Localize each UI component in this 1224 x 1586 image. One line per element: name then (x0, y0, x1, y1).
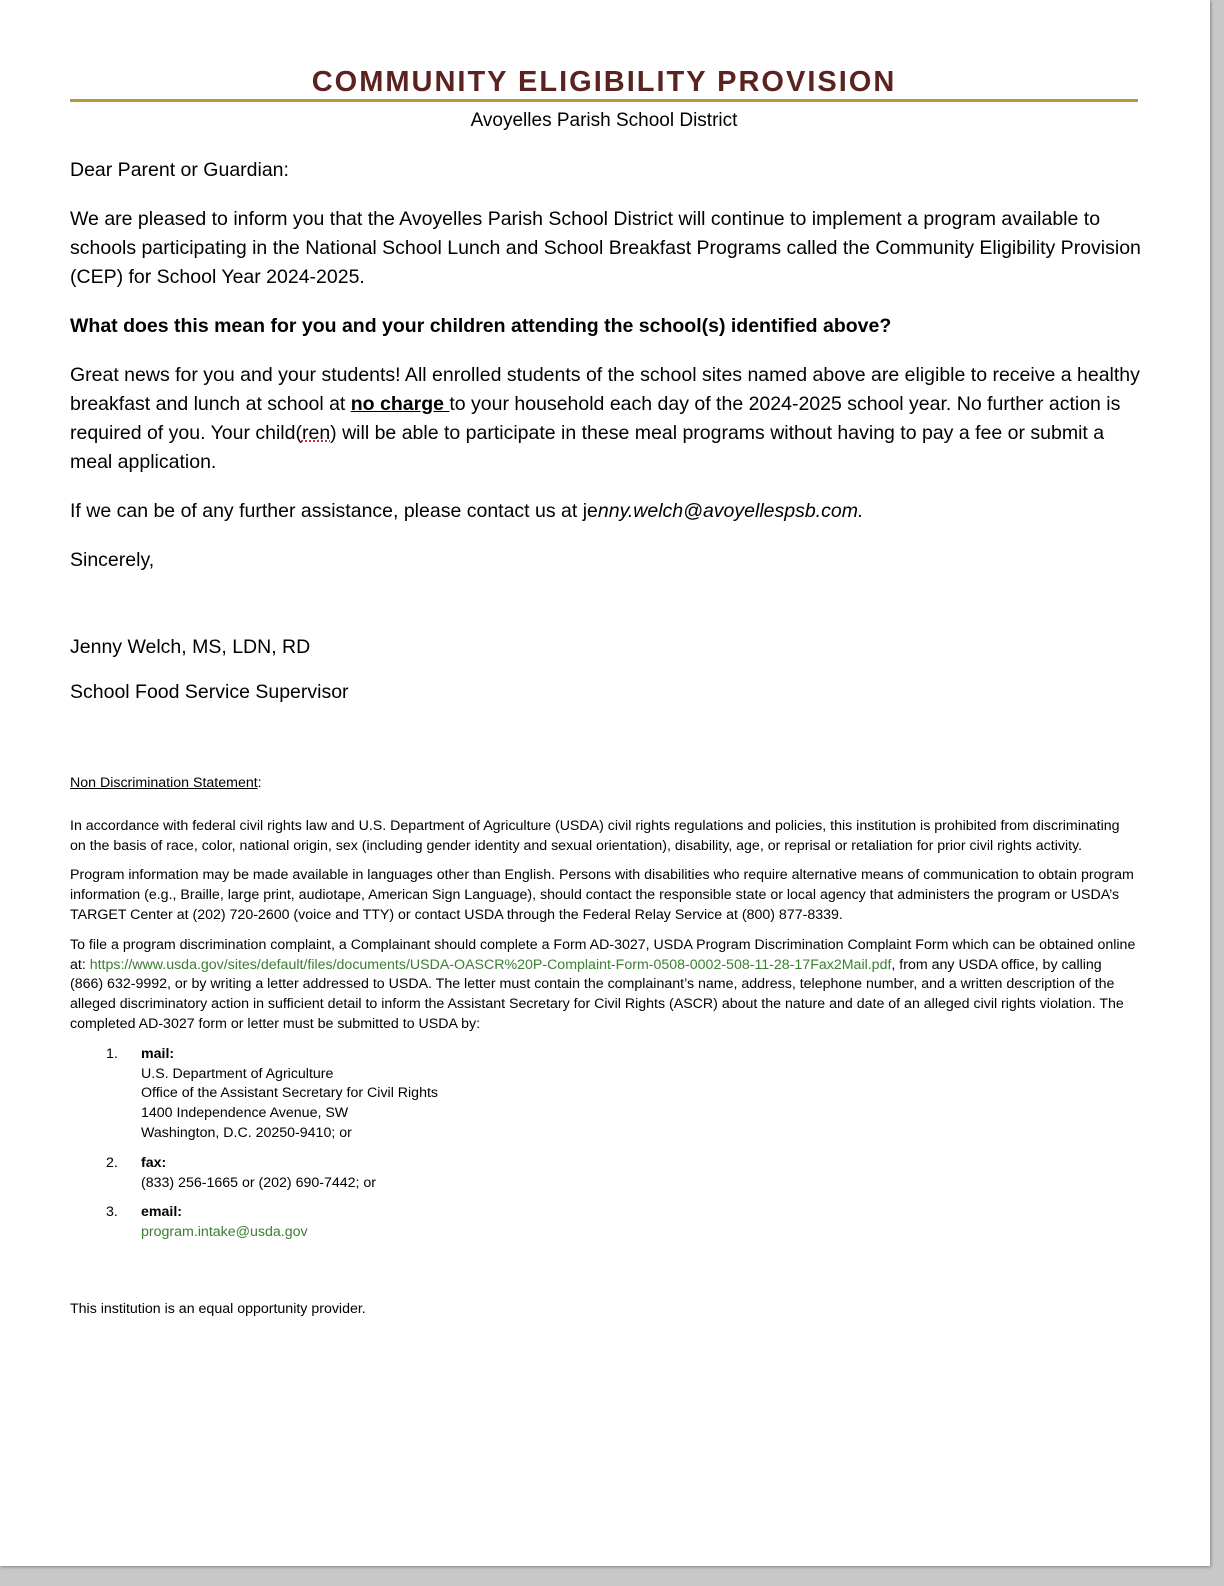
news-paragraph (70, 361, 1142, 477)
nondiscrimination-heading-colon: : (257, 775, 262, 791)
closing: Sincerely, (70, 549, 155, 571)
contact-paragraph (70, 497, 1142, 526)
list-number: 3. (106, 1204, 118, 1221)
complaint-form-link[interactable]: https://www.usda.gov/sites/default/files/documents/USDA-OASCR%20P-Complaint-Form-0508-0002-508-11-28-17Fax2Mail.pdf (89, 956, 892, 973)
complaint-text-start: To file a program discrimination complaint, a Complainant should complete a Form AD-3027, USDA Program Discrimination Complaint Form which can be obtained online at: (70, 936, 1136, 973)
list-label: fax: (141, 1154, 167, 1171)
nondiscrimination-statement (70, 774, 1136, 1253)
page-title: COMMUNITY ELIGIBILITY PROVISION (311, 66, 897, 98)
no-charge-emphasis: no charge (350, 393, 450, 415)
news-text-part3: ) will be able to participate in these meal programs without having to pay a fee or submit a meal application. (70, 422, 1105, 473)
news-text-part2: to your household each day of the 2024-2025 school year. No further action is required of you. Your child( (70, 393, 1121, 444)
nondiscrimination-paragraph-3 (70, 936, 1136, 1035)
nondiscrimination-paragraph-1: In accordance with federal civil rights law and U.S. Department of Agriculture (USDA) civil rights regulations and policies, this institution is prohibited from discriminating on the basis of race, color, national origin, sex (including gender identity and sexual orientation), disability, age, or reprisal or retaliation for prior civil rights activity. (70, 817, 1120, 854)
letter-body (70, 156, 1142, 595)
fax-numbers: (833) 256-1665 or (202) 690-7442; or (141, 1174, 377, 1191)
nondiscrimination-heading-text: Non Discrimination Statement (70, 775, 258, 791)
intro-paragraph: We are pleased to inform you that the Avoyelles Parish School District will continue to implement a program available to schools participating in the National School Lunch and School Breakfast Programs called the Community Eligibility Provision (CEP) for School Year 2024-2025. (70, 208, 1141, 288)
address-line: 1400 Independence Avenue, SW (141, 1105, 349, 1122)
address-line: Office of the Assistant Secretary for Civil Rights (141, 1085, 439, 1102)
news-text-part1: Great news for you and your students! All enrolled students of the school sites named above are eligible to receive a healthy breakfast and lunch at school at (70, 364, 1140, 415)
salutation: Dear Parent or Guardian: (70, 159, 289, 181)
nondiscrimination-paragraph-2: Program information may be made available in languages other than English. Persons with disabilities who require alternative means of communication to obtain program information (e.g., Braille, large print, audiotape, American Sign Language), should contact the responsible state or local agency that administers the program or USDA’s TARGET Center at (202) 720-2600 (voice and TTY) or contact USDA through the Federal Relay Service at (800) 877-8339. (70, 867, 1134, 923)
complaint-text-end: , from any USDA office, by calling (866) 632-9992, or by writing a letter addressed to USDA. The letter must contain the complainant’s name, address, telephone number, and a written description of the alleged discriminatory action in sufficient detail to inform the Assistant Secretary for Civil Rights (ASCR) about the nature and date of an alleged civil rights violation. The completed AD-3027 form or letter must be submitted to USDA by: (70, 956, 1124, 1032)
list-label: mail: (141, 1045, 175, 1062)
spellcheck-marked-word: ren (301, 422, 331, 444)
title-underline-divider (70, 99, 1138, 102)
district-subtitle: Avoyelles Parish School District (470, 110, 738, 131)
list-label: email: (141, 1204, 183, 1221)
signer-title: School Food Service Supervisor (70, 681, 349, 703)
equal-opportunity-statement: This institution is an equal opportunity provider. (70, 1301, 366, 1317)
email-link[interactable]: program.intake@usda.gov (141, 1224, 308, 1241)
question-heading: What does this mean for you and your children attending the school(s) identified above? (70, 315, 892, 337)
address-line: Washington, D.C. 20250-9410; or (141, 1124, 352, 1141)
nondiscrimination-heading (70, 774, 1136, 794)
contact-prefix: If we can be of any further assistance, please contact us at je (70, 500, 598, 522)
address-line: U.S. Department of Agriculture (141, 1065, 334, 1082)
signer-name: Jenny Welch, MS, LDN, RD (70, 636, 311, 658)
list-number: 1. (106, 1045, 118, 1062)
list-item-mail (70, 1045, 1136, 1144)
contact-email: nny.welch@avoyellespsb.com. (597, 500, 864, 522)
list-item-fax (70, 1154, 1136, 1194)
submission-methods-list (70, 1045, 1136, 1243)
list-item-email (70, 1203, 1136, 1243)
list-number: 2. (106, 1154, 118, 1171)
